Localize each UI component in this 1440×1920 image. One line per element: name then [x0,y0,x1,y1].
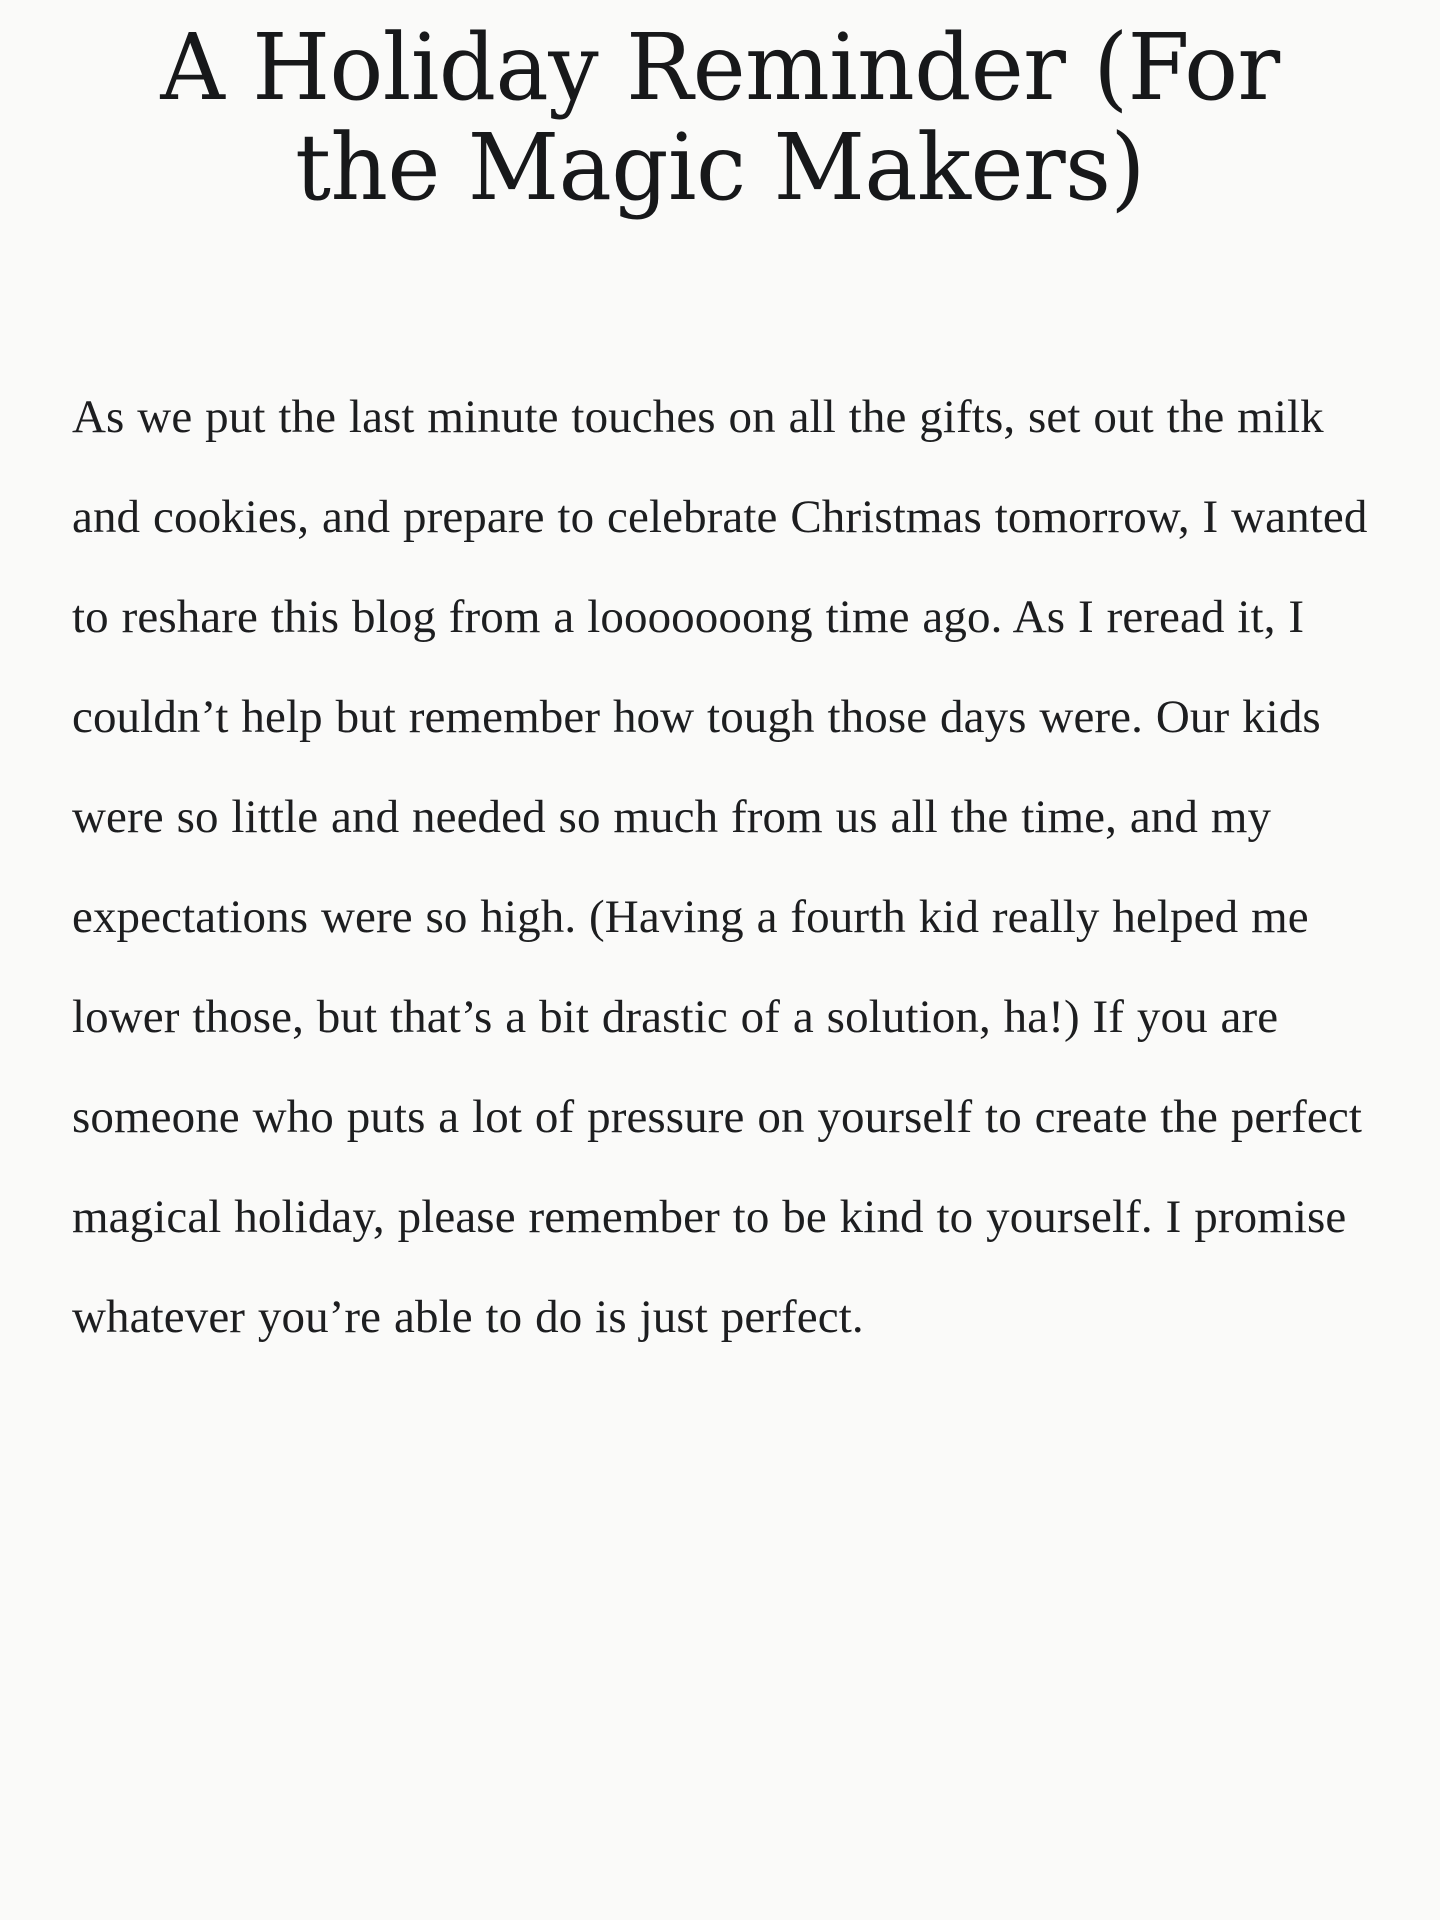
body-paragraph: As we put the last minute touches on all the gifts, set out the milk and cookies, and prepare to celebrate Christmas tomorrow, I wanted to reshare this blog from a looooooong time ago. As I reread it, I couldn’t help but remember how tough those days were. Our kids were so little and needed so much from us all the time, and my expectations were so high. (Having a fourth kid really helped me lower those, but that’s a bit drastic of a solution, ha!) If you are someone who puts a lot of pressure on yourself to create the perfect magical holiday, please remember to be kind to yourself. I promise whatever you’re able to do is just perfect. [72,390,1368,1343]
article-body [0,367,1440,1367]
page-title: A Holiday Reminder (For the Magic Makers) [160,14,1280,222]
title-body-spacer [0,219,1440,367]
